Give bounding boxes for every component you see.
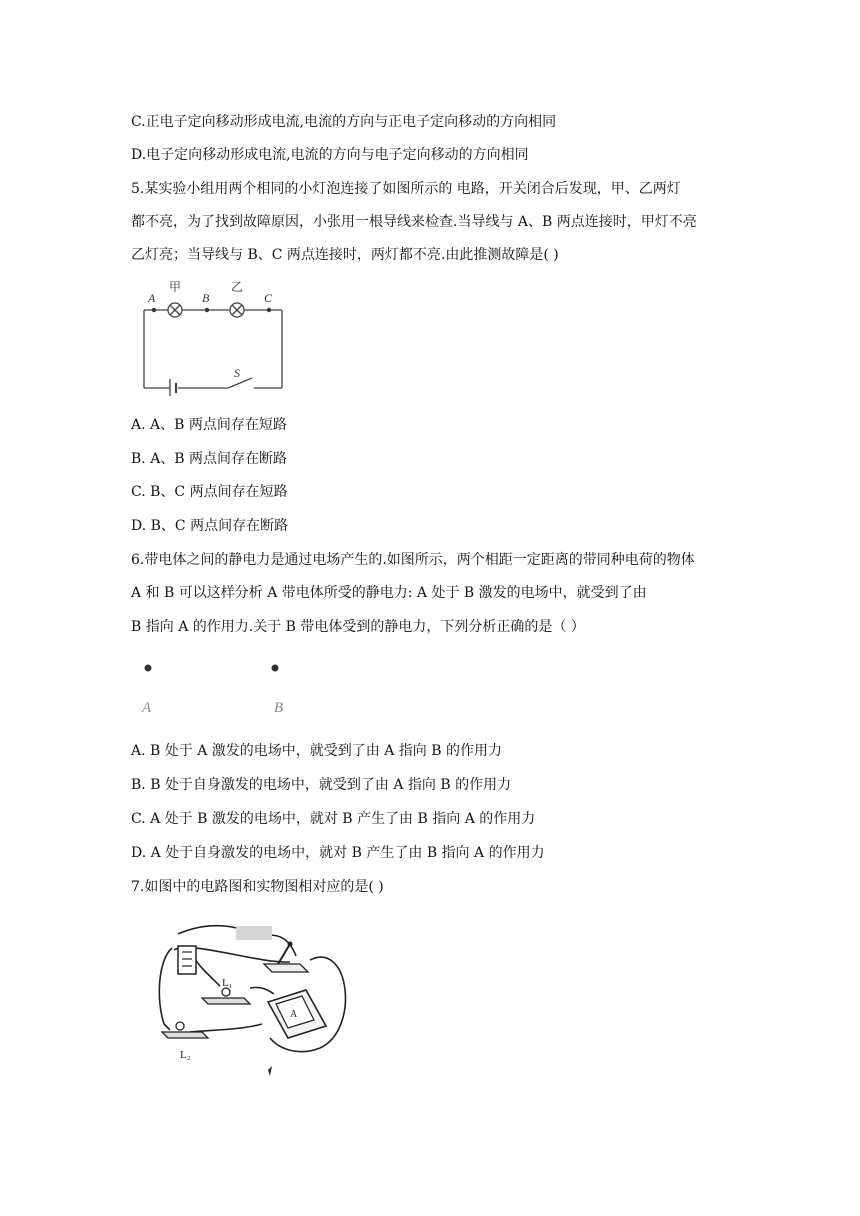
option-c-prev: C.正电子定向移动形成电流,电流的方向与正电子定向移动的方向相同: [131, 114, 557, 130]
q6-stem-line1: 6.带电体之间的静电力是通过电场产生的.如图所示，两个相距一定距离的带同种电荷的物体: [131, 552, 695, 568]
option-d-prev: D.电子定向移动形成电流,电流的方向与电子定向移动的方向相同: [131, 147, 529, 163]
q6-option-c: C. A 处于 B 激发的电场中，就对 B 产生了由 B 指向 A 的作用力: [131, 811, 536, 827]
q5-circuit-figure: [136, 278, 290, 396]
point-a-label: A: [148, 291, 156, 305]
q5-stem-line3: 乙灯亮；当导线与 B、C 两点连接时，两灯都不亮.由此推测故障是( ): [131, 247, 559, 263]
q7-physical-circuit-figure: [150, 920, 362, 1076]
q6-option-a: A. B 处于 A 激发的电场中，就受到了由 A 指向 B 的作用力: [131, 743, 502, 759]
charge-a-label: A: [142, 700, 152, 716]
lamp-jia-label: 甲: [169, 280, 182, 294]
q6-charges-figure: [136, 656, 296, 718]
q5-option-b: B. A、B 两点间存在断路: [131, 451, 288, 467]
lamp-l1-base: [202, 998, 250, 1004]
q6-option-b: B. B 处于自身激发的电场中，就受到了由 A 指向 B 的作用力: [131, 777, 512, 793]
lamp-l1-label: L₁: [222, 977, 233, 989]
point-b-label: B: [202, 291, 210, 305]
lamp-l2-base: [162, 1032, 208, 1038]
blurred-label: [236, 926, 272, 940]
q5-stem-line1: 5.某实验小组用两个相同的小灯泡连接了如图所示的 电路，开关闭合后发现，甲、乙两灯: [131, 181, 681, 197]
lamp-l2-label: L₂: [180, 1049, 191, 1061]
point-c-label: C: [264, 291, 273, 305]
q5-option-c: C. B、C 两点间存在短路: [131, 484, 288, 500]
charge-a-dot: [145, 665, 152, 672]
ammeter-label: A: [290, 1009, 298, 1020]
charge-b-dot: [272, 665, 279, 672]
q6-stem-line3: B 指向 A 的作用力.关于 B 带电体受到的静电力，下列分析正确的是（ ）: [131, 619, 585, 635]
lamp-yi-label: 乙: [231, 280, 244, 294]
q7-stem: 7.如图中的电路图和实物图相对应的是( ): [131, 879, 384, 895]
q6-stem-line2: A 和 B 可以这样分析 A 带电体所受的静电力: A 处于 B 激发的电场中，就受到了由: [131, 585, 647, 601]
switch-label: S: [234, 366, 240, 380]
q5-stem-line2: 都不亮，为了找到故障原因，小张用一根导线来检查.当导线与 A、B 两点连接时，甲灯不亮: [131, 214, 697, 230]
switch-base: [264, 964, 308, 972]
battery-box: [178, 946, 196, 974]
q5-option-a: A. A、B 两点间存在短路: [131, 417, 287, 433]
q6-option-d: D. A 处于自身激发的电场中，就对 B 产生了由 B 指向 A 的作用力: [131, 845, 545, 861]
q5-option-d: D. B、C 两点间存在断路: [131, 518, 289, 534]
charge-b-label: B: [274, 700, 284, 716]
